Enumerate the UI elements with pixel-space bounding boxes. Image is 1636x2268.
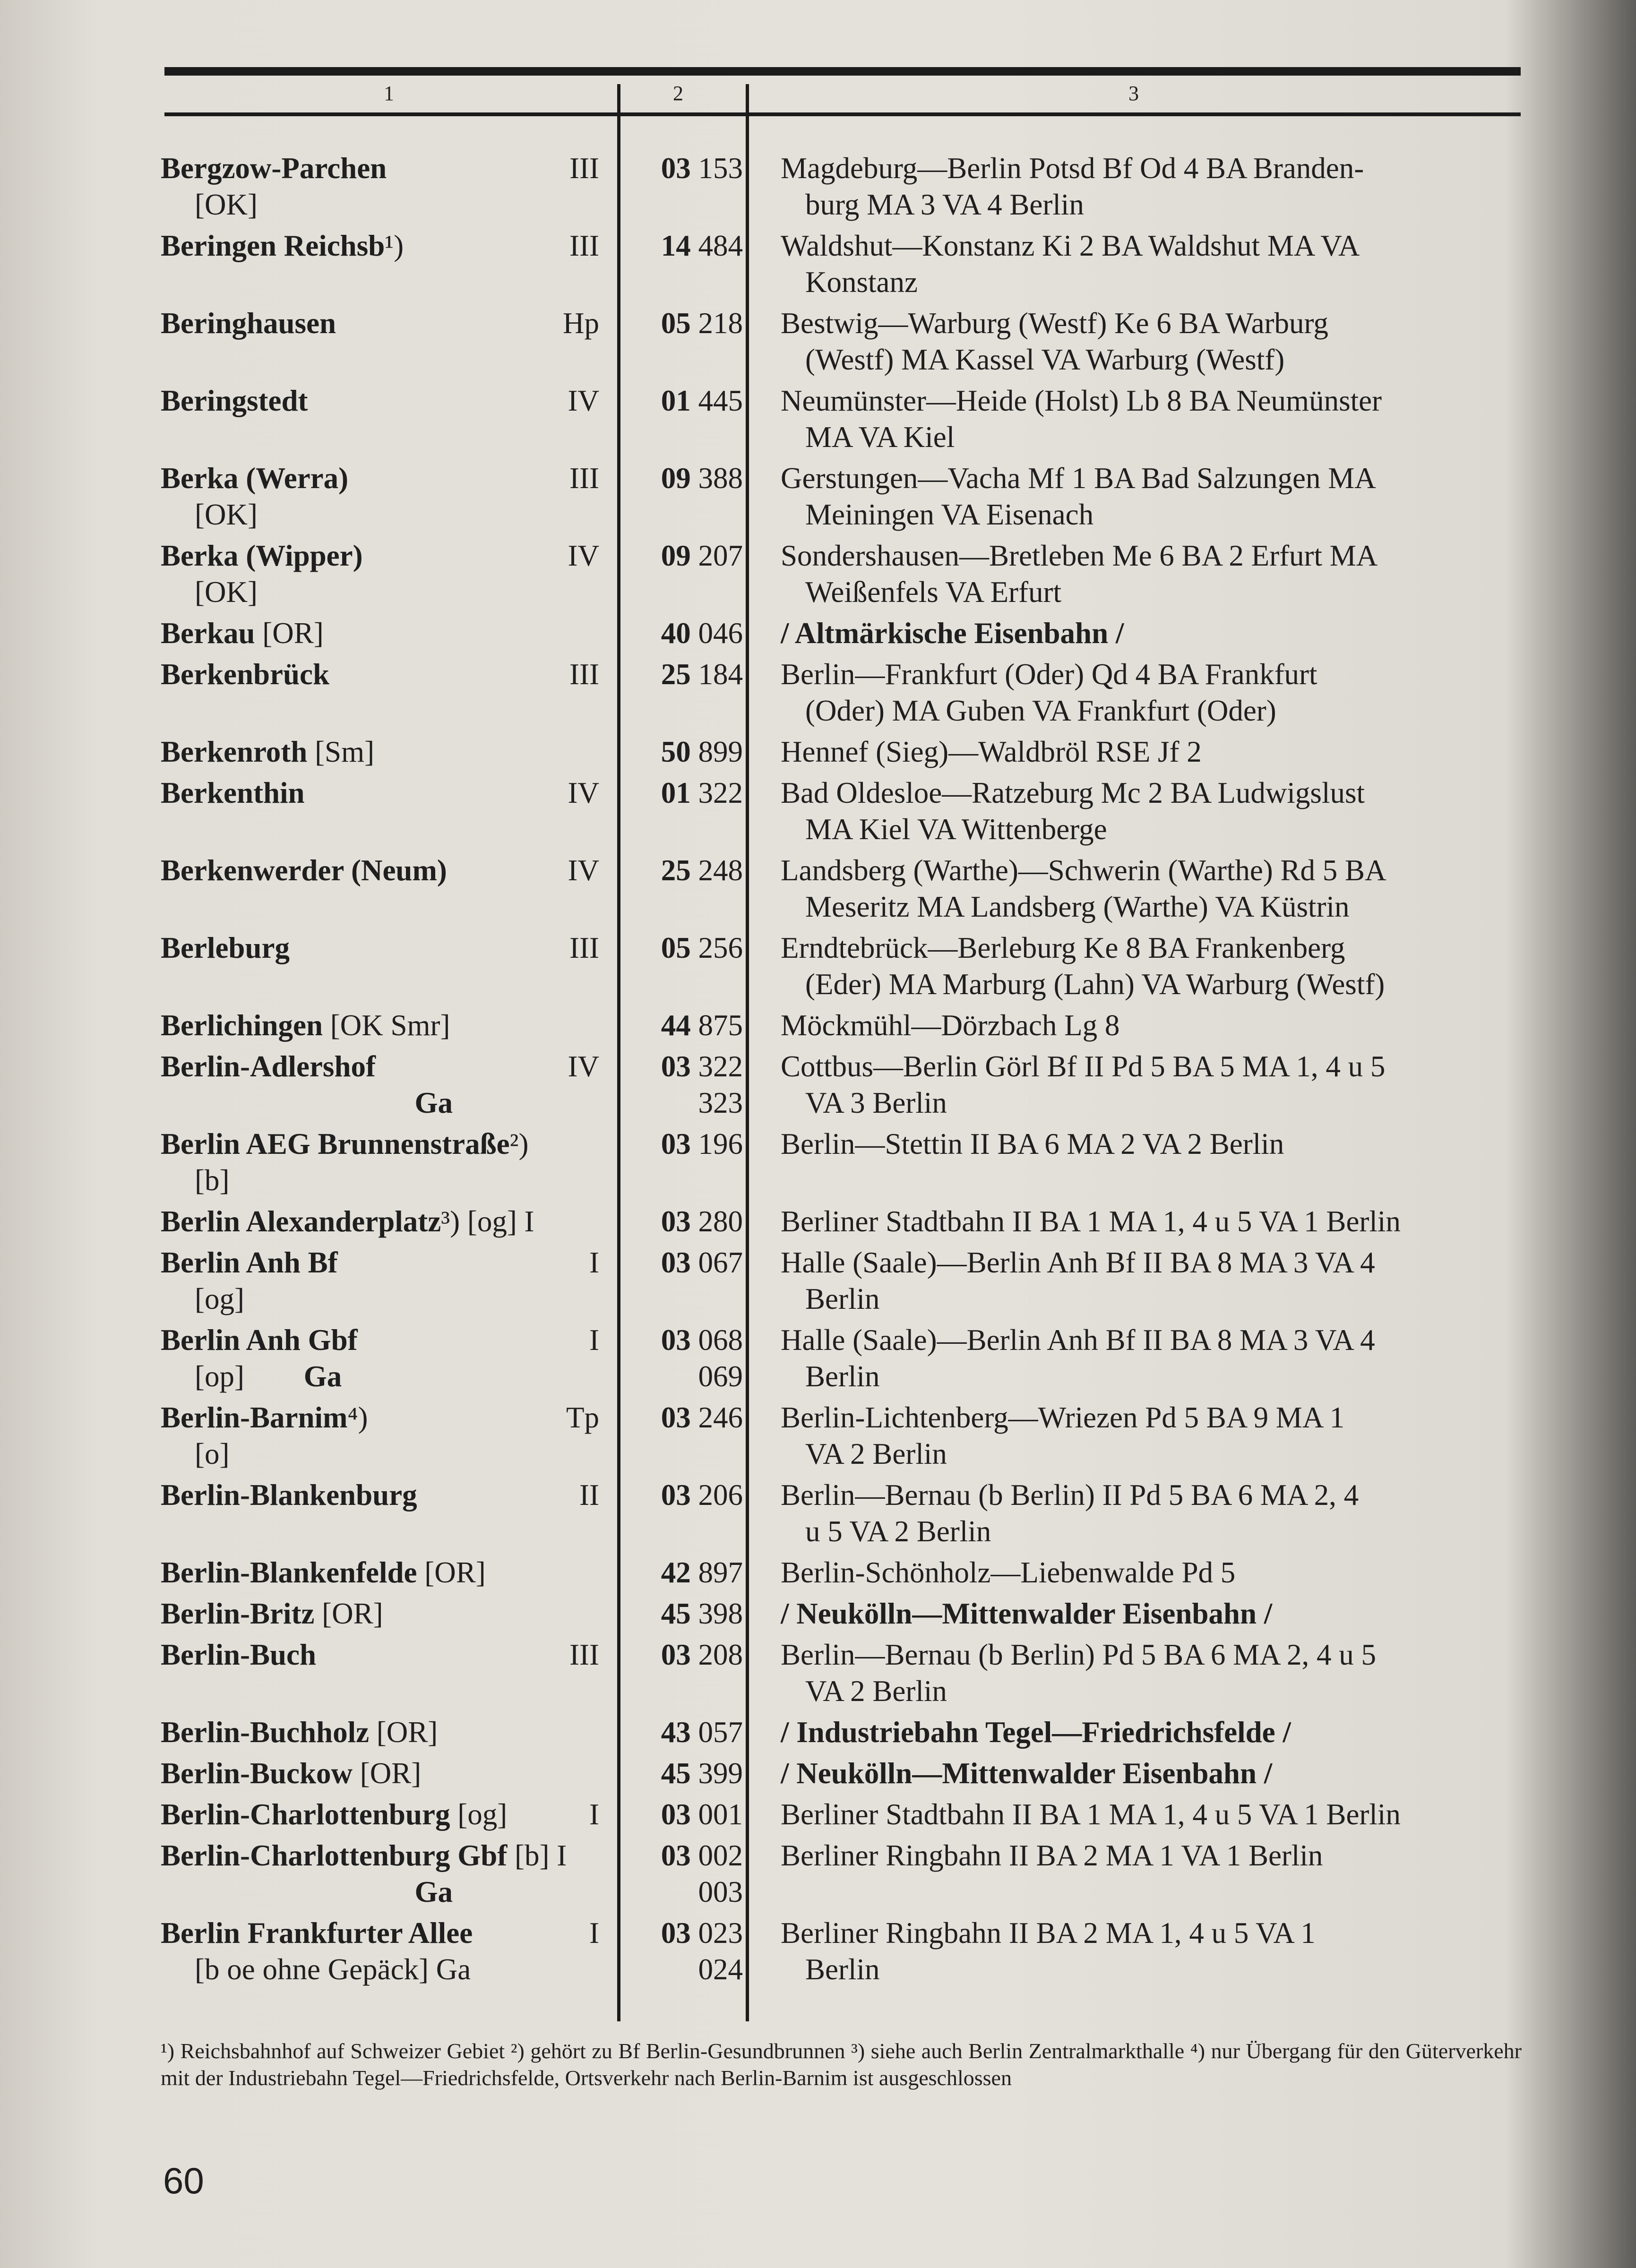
route-info <box>756 150 1564 228</box>
route-info <box>756 1007 1564 1048</box>
table-row <box>161 656 1564 734</box>
station-name: Berlin-Buchholz [OR] <box>161 1716 438 1749</box>
table-row <box>161 1007 1564 1048</box>
header-rule <box>164 112 1521 116</box>
station-class: III <box>569 229 599 262</box>
table-row <box>161 1203 1564 1245</box>
route-line-2: u 5 VA 2 Berlin <box>805 1515 991 1548</box>
station-number: 25 248 <box>661 854 743 887</box>
station-name: Berlin-Britz [OR] <box>161 1597 383 1630</box>
station-name: Berkenbrück <box>161 658 330 691</box>
route-line-2: (Oder) MA Guben VA Frankfurt (Oder) <box>805 694 1276 727</box>
station-number: 25 184 <box>661 658 743 691</box>
station-number: 03 153 <box>661 152 743 185</box>
station-name: Berlin-Buckow [OR] <box>161 1757 422 1790</box>
table-row <box>161 1637 1564 1714</box>
station-name-cell <box>161 150 599 228</box>
station-number: 09 207 <box>661 539 743 572</box>
station-name-cell <box>161 656 599 734</box>
route-line-1: / Neukölln—Mittenwalder Eisenbahn / <box>781 1597 1273 1630</box>
station-class: I <box>589 1798 599 1831</box>
station-class: III <box>569 152 599 185</box>
station-name-cell <box>161 305 599 383</box>
station-name: Berlin-Buch <box>161 1638 317 1671</box>
route-line-1: Berlin-Lichtenberg—Wriezen Pd 5 BA 9 MA 1 <box>781 1401 1345 1434</box>
route-info <box>756 656 1564 734</box>
station-name: Berlin-Charlottenburg [og] <box>161 1798 508 1831</box>
station-name-cell <box>161 1796 599 1838</box>
table-row <box>161 734 1564 775</box>
station-name: Berlin-Adlershof <box>161 1050 376 1083</box>
station-number: 14 484 <box>661 229 743 262</box>
station-number: 03 322 323 <box>615 1048 756 1126</box>
station-suffix: [og] <box>450 1798 508 1831</box>
station-number: 50 899 <box>661 735 743 768</box>
route-line-2: VA 3 Berlin <box>805 1086 947 1119</box>
table-row <box>161 383 1564 460</box>
station-number: 03 001 <box>661 1798 743 1831</box>
station-suffix: [OR] <box>369 1716 438 1749</box>
column-header-1: 1 <box>384 82 394 105</box>
station-number-alt: 323 <box>698 1086 743 1119</box>
route-line-1: Waldshut—Konstanz Ki 2 BA Waldshut MA VA <box>781 229 1360 262</box>
station-name: Berkenroth [Sm] <box>161 735 375 768</box>
route-info <box>756 1755 1564 1796</box>
route-info <box>756 852 1564 930</box>
station-name: Berkenthin <box>161 776 305 809</box>
station-name-cell <box>161 775 599 852</box>
station-suffix: [Sm] <box>307 735 375 768</box>
table-row <box>161 305 1564 383</box>
route-line-1: Neumünster—Heide (Holst) Lb 8 BA Neumünster <box>781 384 1382 417</box>
station-number: 03 068 069 <box>615 1322 756 1400</box>
station-name-cell <box>161 1400 599 1477</box>
route-line-2: Meseritz MA Landsberg (Warthe) VA Küstrin <box>805 890 1350 923</box>
column-header-3: 3 <box>1128 82 1139 105</box>
route-line-2: Berlin <box>805 1360 880 1393</box>
route-info <box>756 228 1564 305</box>
station-flags: [OK] <box>195 188 258 221</box>
goods-flag: Ga <box>414 1875 453 1908</box>
table-row <box>161 1755 1564 1796</box>
table-row <box>161 1796 1564 1838</box>
route-info <box>756 930 1564 1007</box>
station-name: Berlin AEG Brunnenstraße²) <box>161 1127 529 1160</box>
route-line-1: Gerstungen—Vacha Mf 1 BA Bad Salzungen MA <box>781 462 1376 495</box>
route-info <box>756 1203 1564 1245</box>
route-info <box>756 1245 1564 1322</box>
station-name: Berlin Anh Gbf <box>161 1323 358 1357</box>
route-line-1: Cottbus—Berlin Görl Bf II Pd 5 BA 5 MA 1, 4 u 5 <box>781 1050 1386 1083</box>
station-number: 03 067 <box>661 1246 743 1279</box>
route-line-1: Berliner Stadtbahn II BA 1 MA 1, 4 u 5 VA 1 Berlin <box>781 1798 1401 1831</box>
station-suffix: [OR] <box>353 1757 422 1790</box>
station-number: 03 280 <box>661 1205 743 1238</box>
footnotes: ¹) Reichsbahnhof auf Schweizer Gebiet ²) gehört zu Bf Berlin-Gesundbrunnen ³) siehe auch Berlin Zentralmarkthalle ⁴) nur Übergang für den Güterverkehr mit der Industriebahn Tegel—Friedrichsfelde, Ortsverkehr nach Berlin-Barnim ist ausgeschlossen <box>161 2039 1522 2090</box>
station-number: 01 445 <box>661 384 743 417</box>
route-line-2: burg MA 3 VA 4 Berlin <box>805 188 1084 221</box>
page-number: 60 <box>163 2160 204 2201</box>
station-class: I <box>589 1246 599 1279</box>
station-name-cell <box>161 1322 599 1400</box>
route-line-1: Landsberg (Warthe)—Schwerin (Warthe) Rd 5 BA <box>781 854 1386 887</box>
route-line-1: Berliner Ringbahn II BA 2 MA 1 VA 1 Berlin <box>781 1839 1323 1872</box>
station-flags: [op] Ga <box>195 1360 342 1393</box>
route-line-1: / Industriebahn Tegel—Friedrichsfelde / <box>781 1716 1291 1749</box>
route-info <box>756 1796 1564 1838</box>
route-info <box>756 1126 1564 1203</box>
route-line-1: Berlin-Schönholz—Liebenwalde Pd 5 <box>781 1556 1236 1589</box>
station-suffix: ¹) <box>385 229 404 262</box>
table-row <box>161 1596 1564 1637</box>
station-name-cell <box>161 1596 599 1637</box>
station-name-cell <box>161 1637 599 1714</box>
station-flags: [OK] <box>195 576 258 609</box>
station-class: IV <box>568 539 599 572</box>
station-class: III <box>569 658 599 691</box>
station-class: IV <box>568 384 599 417</box>
station-class: Tp <box>566 1401 599 1434</box>
route-line-1: Berliner Ringbahn II BA 2 MA 1, 4 u 5 VA 1 <box>781 1916 1316 1950</box>
station-number: 05 218 <box>661 307 743 340</box>
station-class: IV <box>568 776 599 809</box>
table-row <box>161 615 1564 656</box>
station-number: 03 023 024 <box>615 1915 756 1993</box>
route-line-1: Erndtebrück—Berleburg Ke 8 BA Frankenberg <box>781 931 1345 964</box>
station-flags: [b oe ohne Gepäck] Ga <box>195 1953 471 1986</box>
station-name: Berlin Anh Bf <box>161 1246 338 1279</box>
table-row <box>161 1555 1564 1596</box>
route-line-2: Weißenfels VA Erfurt <box>805 576 1061 609</box>
station-class: IV <box>568 854 599 887</box>
station-class: II <box>579 1478 599 1512</box>
route-line-1: / Neukölln—Mittenwalder Eisenbahn / <box>781 1757 1273 1790</box>
route-info <box>756 538 1564 615</box>
table-row <box>161 460 1564 538</box>
route-line-1: Berliner Stadtbahn II BA 1 MA 1, 4 u 5 VA 1 Berlin <box>781 1205 1401 1238</box>
route-line-1: Berlin—Bernau (b Berlin) Pd 5 BA 6 MA 2, 4 u 5 <box>781 1638 1376 1671</box>
station-flags: [og] <box>195 1282 244 1315</box>
route-line-2: MA Kiel VA Wittenberge <box>805 813 1107 846</box>
route-info <box>756 775 1564 852</box>
route-info <box>756 460 1564 538</box>
station-flags: [b] <box>195 1164 230 1197</box>
station-name-cell <box>161 1915 599 1993</box>
route-line-1: Sondershausen—Bretleben Me 6 BA 2 Erfurt MA <box>781 539 1378 572</box>
station-name-cell <box>161 1755 599 1796</box>
column-header-2: 2 <box>673 82 683 105</box>
station-name-cell <box>161 1048 599 1126</box>
route-line-2: (Eder) MA Marburg (Lahn) VA Warburg (Westf) <box>805 968 1385 1001</box>
station-name-cell <box>161 1477 599 1555</box>
station-number: 03 196 <box>661 1127 743 1160</box>
route-line-2: Konstanz <box>805 266 918 299</box>
table-row <box>161 228 1564 305</box>
route-line-1: Magdeburg—Berlin Potsd Bf Od 4 BA Branden- <box>781 152 1364 185</box>
station-number: 43 057 <box>661 1716 743 1749</box>
station-name: Berkau [OR] <box>161 617 324 650</box>
table-row <box>161 1714 1564 1755</box>
route-line-2: VA 2 Berlin <box>805 1675 947 1708</box>
station-class: I <box>589 1916 599 1950</box>
station-class: III <box>569 462 599 495</box>
station-name: Beringhausen <box>161 307 336 340</box>
route-info <box>756 1048 1564 1126</box>
station-name: Berlin-Blankenburg <box>161 1478 417 1512</box>
top-rule <box>164 67 1521 76</box>
route-info <box>756 1400 1564 1477</box>
station-name: Berlichingen [OK Smr] <box>161 1009 450 1042</box>
station-name-cell <box>161 930 599 1007</box>
station-name: Beringen Reichsb¹) <box>161 229 404 262</box>
route-line-1: Berlin—Bernau (b Berlin) II Pd 5 BA 6 MA 2, 4 <box>781 1478 1359 1512</box>
station-flags: [OK] <box>195 498 258 531</box>
route-line-1: Halle (Saale)—Berlin Anh Bf II BA 8 MA 3 VA 4 <box>781 1323 1375 1357</box>
station-name-cell <box>161 734 599 775</box>
station-name-cell <box>161 615 599 656</box>
table-row <box>161 930 1564 1007</box>
route-line-1: Bestwig—Warburg (Westf) Ke 6 BA Warburg <box>781 307 1328 340</box>
station-suffix: ²) <box>509 1127 529 1160</box>
station-suffix: [b] I <box>507 1839 567 1872</box>
route-info <box>756 1596 1564 1637</box>
route-info <box>756 1322 1564 1400</box>
station-number: 03 246 <box>661 1401 743 1434</box>
station-number: 42 897 <box>661 1556 743 1589</box>
table-row <box>161 775 1564 852</box>
station-name-cell <box>161 383 599 460</box>
station-flags: [o] <box>195 1437 230 1470</box>
station-number: 44 875 <box>661 1009 743 1042</box>
station-class: III <box>569 931 599 964</box>
table-row <box>161 1400 1564 1477</box>
station-register <box>161 150 1564 1993</box>
station-number: 03 002 003 <box>615 1838 756 1915</box>
station-number: 03 206 <box>661 1478 743 1512</box>
station-name: Berlin-Charlottenburg Gbf [b] I <box>161 1839 567 1872</box>
station-number: 03 208 <box>661 1638 743 1671</box>
route-line-1: Bad Oldesloe—Ratzeburg Mc 2 BA Ludwigslust <box>781 776 1365 809</box>
route-line-1: / Altmärkische Eisenbahn / <box>781 617 1124 650</box>
station-number-alt: 024 <box>698 1953 743 1986</box>
route-info <box>756 1915 1564 1993</box>
goods-flag: Ga <box>303 1360 342 1393</box>
station-number: 45 398 <box>661 1597 743 1630</box>
station-number: 40 046 <box>661 617 743 650</box>
table-row <box>161 538 1564 615</box>
station-suffix: ³) [og] I <box>441 1205 534 1238</box>
station-class: I <box>589 1323 599 1357</box>
route-info <box>756 734 1564 775</box>
table-row <box>161 1322 1564 1400</box>
station-name-cell <box>161 1203 599 1245</box>
station-name-cell <box>161 1007 599 1048</box>
route-info <box>756 1838 1564 1915</box>
station-name-cell <box>161 228 599 305</box>
station-name-cell <box>161 460 599 538</box>
route-line-1: Möckmühl—Dörzbach Lg 8 <box>781 1009 1120 1042</box>
route-line-1: Berlin—Stettin II BA 6 MA 2 VA 2 Berlin <box>781 1127 1284 1160</box>
station-name: Berlin-Barnim⁴) <box>161 1401 368 1434</box>
station-name: Berlin-Blankenfelde [OR] <box>161 1556 486 1589</box>
station-name: Beringstedt <box>161 384 308 417</box>
station-suffix: [OR] <box>314 1597 383 1630</box>
route-line-2: VA 2 Berlin <box>805 1437 947 1470</box>
table-row <box>161 852 1564 930</box>
route-line-2: (Westf) MA Kassel VA Warburg (Westf) <box>805 343 1285 376</box>
route-line-2: Berlin <box>805 1282 880 1315</box>
route-line-2: Meiningen VA Eisenach <box>805 498 1094 531</box>
table-row <box>161 150 1564 228</box>
station-name: Berkenwerder (Neum) <box>161 854 447 887</box>
route-info <box>756 1637 1564 1714</box>
station-name: Berka (Wipper) <box>161 539 363 572</box>
station-class: IV <box>568 1050 599 1083</box>
route-info <box>756 1714 1564 1755</box>
table-row <box>161 1245 1564 1322</box>
station-name-cell <box>161 1245 599 1322</box>
route-line-2: MA VA Kiel <box>805 421 955 454</box>
station-name-cell <box>161 1714 599 1755</box>
route-line-1: Hennef (Sieg)—Waldbröl RSE Jf 2 <box>781 735 1202 768</box>
station-number: 45 399 <box>661 1757 743 1790</box>
station-suffix: [OR] <box>255 617 324 650</box>
station-name: Berlin Alexanderplatz³) [og] I <box>161 1205 534 1238</box>
table-row <box>161 1126 1564 1203</box>
station-number: 05 256 <box>661 931 743 964</box>
table-row <box>161 1048 1564 1126</box>
route-info <box>756 1555 1564 1596</box>
table-row <box>161 1915 1564 1993</box>
station-class: III <box>569 1638 599 1671</box>
route-info <box>756 615 1564 656</box>
station-name-cell <box>161 852 599 930</box>
route-line-1: Berlin—Frankfurt (Oder) Qd 4 BA Frankfurt <box>781 658 1317 691</box>
station-number: 01 322 <box>661 776 743 809</box>
station-number: 09 388 <box>661 462 743 495</box>
station-name-cell <box>161 1555 599 1596</box>
route-line-2: Berlin <box>805 1953 880 1986</box>
station-name-cell <box>161 538 599 615</box>
station-name: Berka (Werra) <box>161 462 349 495</box>
goods-flag: Ga <box>414 1086 453 1119</box>
station-name: Bergzow-Parchen <box>161 152 387 185</box>
station-class: Hp <box>563 307 599 340</box>
station-name-cell <box>161 1838 599 1915</box>
station-suffix: [OR] <box>417 1556 486 1589</box>
station-number-alt: 003 <box>698 1875 743 1908</box>
route-line-1: Halle (Saale)—Berlin Anh Bf II BA 8 MA 3 VA 4 <box>781 1246 1375 1279</box>
station-name-cell <box>161 1126 599 1203</box>
route-info <box>756 383 1564 460</box>
station-suffix: ⁴) <box>347 1401 368 1434</box>
station-suffix: [OK Smr] <box>323 1009 450 1042</box>
station-number-alt: 069 <box>698 1360 743 1393</box>
station-name: Berleburg <box>161 931 290 964</box>
route-info <box>756 1477 1564 1555</box>
station-name: Berlin Frankfurter Allee <box>161 1916 473 1950</box>
route-info <box>756 305 1564 383</box>
table-row <box>161 1838 1564 1915</box>
table-row <box>161 1477 1564 1555</box>
